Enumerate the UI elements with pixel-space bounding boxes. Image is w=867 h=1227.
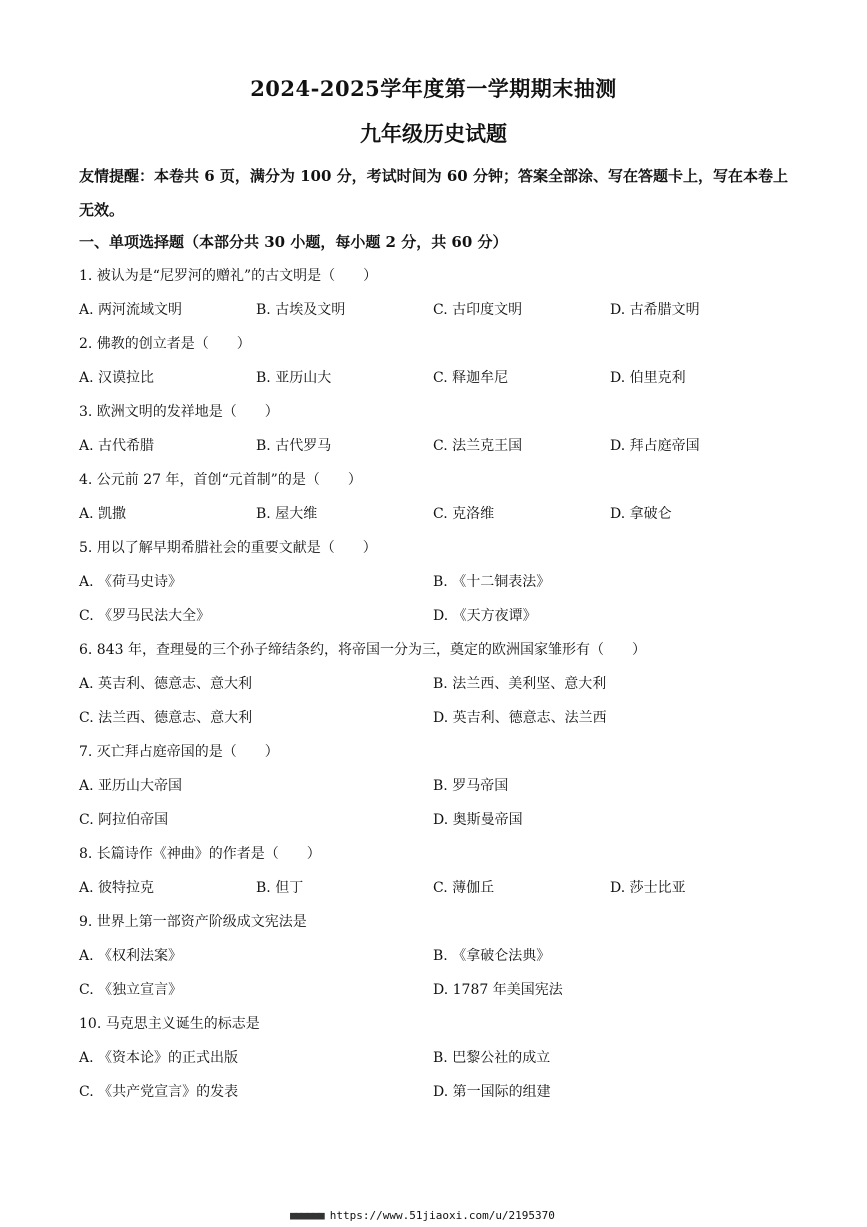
question-option: B. 亚历山大: [256, 370, 332, 386]
exam-notice: 友情提醒：本卷共 6 页，满分为 100 分，考试时间为 60 分钟；答案全部涂、写在答题卡上，写在本卷上无效。: [79, 167, 788, 219]
question-option: A. 两河流域文明: [79, 302, 183, 318]
question-option: D. 第一国际的组建: [433, 1084, 551, 1100]
question-option: B. 古埃及文明: [256, 302, 346, 318]
question-text: 10. 马克思主义诞生的标志是: [79, 1016, 260, 1032]
section-title: 一、单项选择题（本部分共 30 小题，每小题 2 分，共 60 分）: [79, 233, 508, 251]
question-option: C. 《罗马民法大全》: [79, 608, 211, 624]
question-option: A. 凯撒: [79, 506, 127, 522]
question-option: A. 英吉利、德意志、意大利: [79, 676, 253, 692]
question-option: C. 阿拉伯帝国: [79, 812, 169, 828]
question-option: A. 彼特拉克: [79, 880, 155, 896]
question-option: C. 《共产党宣言》的发表: [79, 1084, 239, 1100]
question-option: C. 法兰克王国: [433, 438, 523, 454]
question-option: B. 《拿破仑法典》: [433, 948, 551, 964]
question-option: D. 拿破仑: [610, 506, 672, 522]
question-option: A. 《权利法案》: [79, 948, 183, 964]
question-option: C. 薄伽丘: [433, 880, 495, 896]
question-text: 6. 843 年，查理曼的三个孙子缔结条约，将帝国一分为三，奠定的欧洲国家雏形有（ ）: [79, 642, 646, 658]
question-option: D. 《天方夜谭》: [433, 608, 537, 624]
page-footer: [290, 1209, 555, 1223]
question-text: 4. 公元前 27 年，首创“元首制”的是（ ）: [79, 472, 362, 488]
question-text: 1. 被认为是“尼罗河的赠礼”的古文明是（ ）: [79, 268, 378, 284]
exam-title: 2024-2025学年度第一学期期末抽测: [250, 76, 617, 101]
question-option: D. 拜占庭帝国: [610, 438, 700, 454]
question-option: C. 《独立宣言》: [79, 982, 183, 998]
question-option: C. 克洛维: [433, 506, 495, 522]
question-option: C. 法兰西、德意志、意大利: [79, 710, 253, 726]
question-option: D. 古希腊文明: [610, 302, 700, 318]
question-option: D. 奥斯曼帝国: [433, 812, 523, 828]
question-option: A. 汉谟拉比: [79, 370, 155, 386]
question-text: 5. 用以了解早期希腊社会的重要文献是（ ）: [79, 540, 377, 556]
question-option: A. 亚历山大帝国: [79, 778, 183, 794]
question-option: C. 古印度文明: [433, 302, 523, 318]
question-option: B. 《十二铜表法》: [433, 574, 551, 590]
question-text: 2. 佛教的创立者是（ ）: [79, 336, 251, 352]
exam-subtitle: 九年级历史试题: [360, 121, 507, 146]
footer-dots: ■■■■■■: [290, 1209, 324, 1222]
question-option: A. 《荷马史诗》: [79, 574, 183, 590]
question-option: B. 罗马帝国: [433, 778, 509, 794]
question-option: D. 莎士比亚: [610, 880, 686, 896]
question-option: D. 伯里克利: [610, 370, 686, 386]
question-option: B. 法兰西、美利坚、意大利: [433, 676, 607, 692]
question-text: 7. 灭亡拜占庭帝国的是（ ）: [79, 744, 279, 760]
question-text: 8. 长篇诗作《神曲》的作者是（ ）: [79, 846, 321, 862]
question-option: D. 英吉利、德意志、法兰西: [433, 710, 607, 726]
question-option: A. 古代希腊: [79, 438, 155, 454]
question-option: D. 1787 年美国宪法: [433, 982, 563, 998]
question-option: B. 但丁: [256, 880, 304, 896]
footer-url-link[interactable]: https://www.51jiaoxi.com/u/2195370: [329, 1209, 555, 1222]
question-option: C. 释迦牟尼: [433, 370, 509, 386]
question-text: 9. 世界上第一部资产阶级成文宪法是: [79, 914, 307, 930]
question-text: 3. 欧洲文明的发祥地是（ ）: [79, 404, 279, 420]
question-option: B. 屋大维: [256, 506, 318, 522]
question-option: B. 巴黎公社的成立: [433, 1050, 551, 1066]
question-option: B. 古代罗马: [256, 438, 332, 454]
question-option: A. 《资本论》的正式出版: [79, 1050, 239, 1066]
